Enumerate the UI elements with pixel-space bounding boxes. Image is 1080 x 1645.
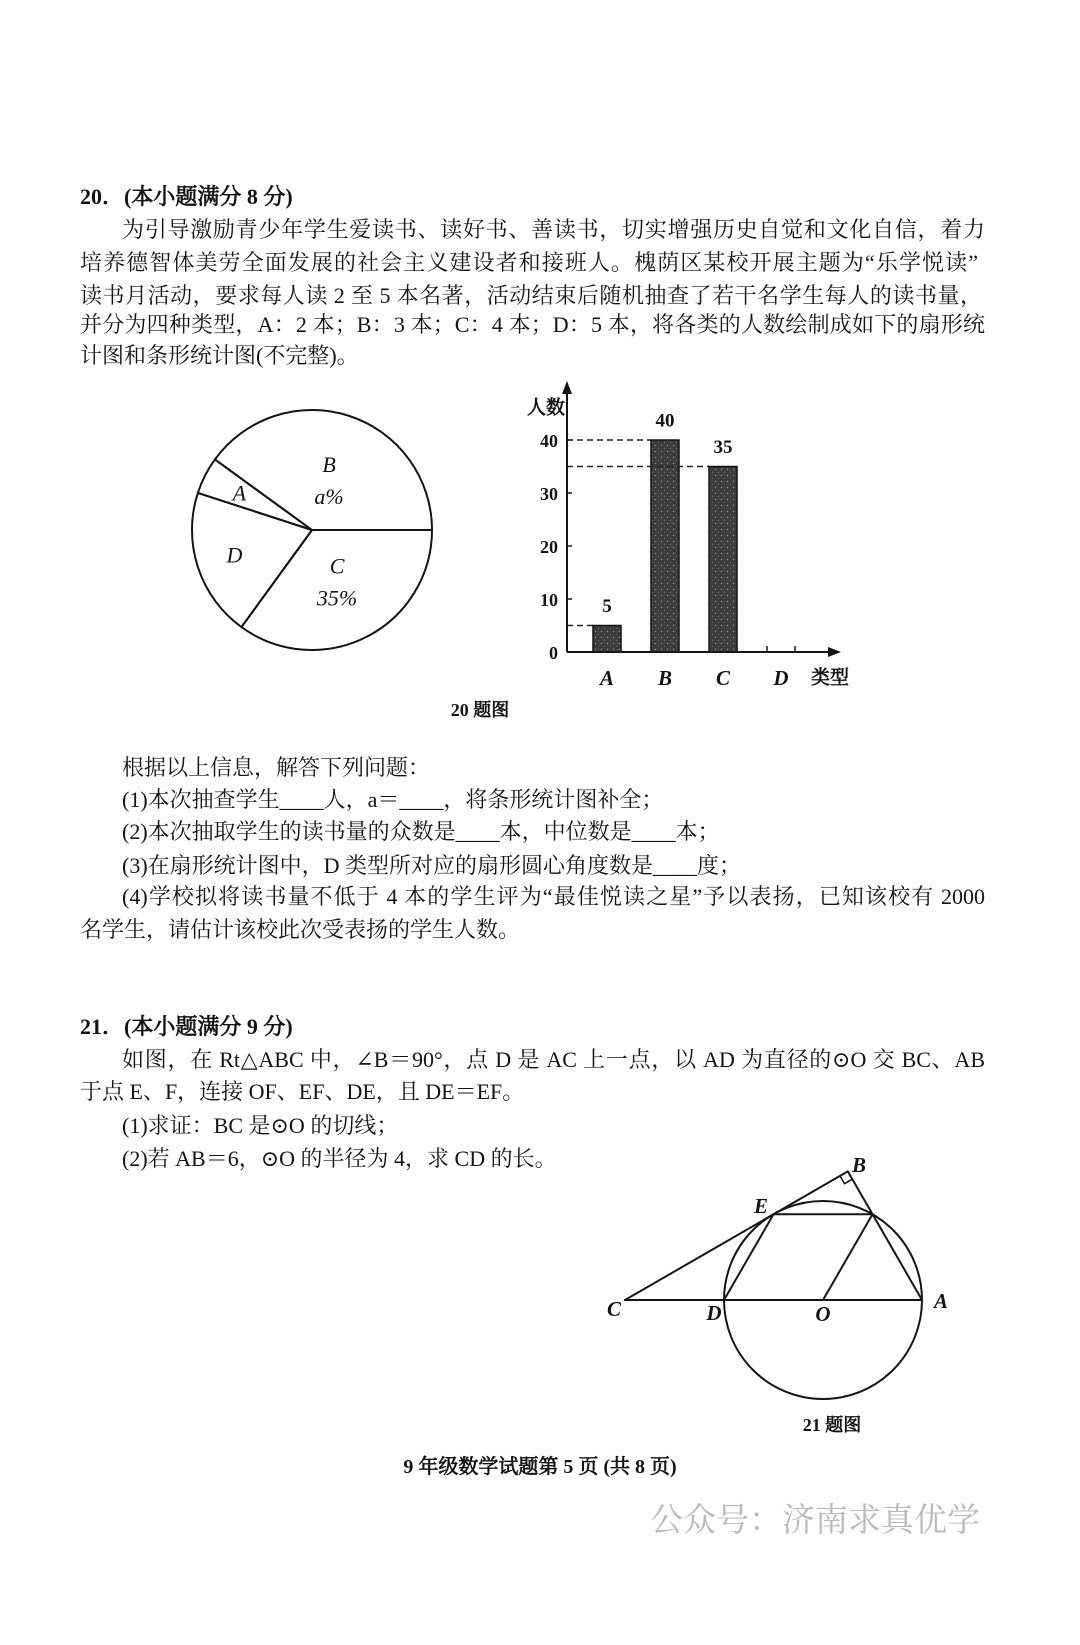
segment-ed <box>724 1214 774 1300</box>
y-tick-label: 30 <box>540 484 558 504</box>
watermark: 公众号：济南求真优学 <box>650 1500 980 1539</box>
question-20-part-1: (1)本次抽查学生____人，a＝____，将条形统计图补全； <box>122 787 664 812</box>
pie-category-label-a: A <box>232 480 247 506</box>
x-axis-arrow <box>828 647 841 657</box>
figure-21-caption: 21 题图 <box>802 1415 862 1435</box>
page-footer: 9 年级数学试题第 5 页 (共 8 页) <box>403 1456 677 1478</box>
category-label-d: D <box>773 666 789 690</box>
category-label-a: A <box>599 666 615 690</box>
point-label-b: B <box>851 1153 867 1177</box>
geometry-figure-21 <box>625 1171 922 1399</box>
point-label-c: C <box>606 1297 622 1321</box>
y-tick-label: 40 <box>540 431 558 451</box>
pie-category-label-b: B <box>322 452 336 478</box>
question-20-stem-line: 读书月活动，要求每人读 2 至 5 本名著，活动结束后随机抽查了若干名学生每人的读书量， <box>80 283 982 308</box>
bar-chart <box>527 381 849 690</box>
segment-of <box>823 1214 873 1300</box>
point-label-o: O <box>815 1302 831 1326</box>
category-label-c: C <box>715 666 731 690</box>
bar-value-label-a: 5 <box>602 596 612 617</box>
question-21-stem-line: 于点 E、F，连接 OF、EF、DE，且 DE＝EF。 <box>80 1079 525 1104</box>
x-axis-title: 类型 <box>810 667 850 689</box>
bar-b <box>651 440 679 652</box>
y-axis-title: 人数 <box>526 397 566 419</box>
question-21-stem-line: 如图，在 Rt△ABC 中，∠B＝90°，点 D 是 AC 上一点，以 AD 为直径的⊙O 交 BC、AB <box>122 1047 985 1072</box>
pie-slice-a <box>198 459 312 530</box>
pie-category-label-c: C <box>329 553 345 579</box>
pie-category-label-d: D <box>226 542 243 568</box>
question-20-part-2: (2)本次抽取学生的读书量的众数是____本，中位数是____本； <box>122 819 720 844</box>
question-20-stem-line: 并分为四种类型，A：2 本；B：3 本；C：4 本；D：5 本，将各类的人数绘制成如下的扇形统 <box>80 312 985 337</box>
pie-chart <box>192 410 432 650</box>
bar-value-label-c: 35 <box>713 437 733 458</box>
question-21-header: 21．(本小题满分 9 分) <box>80 1014 293 1039</box>
segment-ba <box>848 1171 922 1300</box>
pie-percent-label-c: 35% <box>316 585 358 611</box>
question-20-stem-line: 为引导激励青少年学生爱读书、读好书、善读书，切实增强历史自觉和文化自信，着力 <box>122 217 985 242</box>
y-tick-label: 20 <box>540 537 558 557</box>
question-20-header: 20．(本小题满分 8 分) <box>80 184 293 209</box>
bar-value-label-b: 40 <box>655 410 675 432</box>
point-label-e: E <box>753 1194 769 1218</box>
question-20-part-4-continued: 名学生，请估计该校此次受表扬的学生人数。 <box>80 917 521 942</box>
category-label-b: B <box>657 666 673 690</box>
question-21-part-1: (1)求证：BC 是⊙O 的切线； <box>122 1113 399 1138</box>
question-20-stem-line: 培养德智体美劳全面发展的社会主义建设者和接班人。槐荫区某校开展主题为“乐学悦读” <box>80 250 978 275</box>
pie-slice-d <box>192 493 312 627</box>
point-label-a: A <box>933 1289 949 1313</box>
question-21-part-2: (2)若 AB＝6，⊙O 的半径为 4，求 CD 的长。 <box>122 1146 557 1171</box>
question-20-stem-line: 计图和条形统计图(不完整)。 <box>80 343 359 368</box>
y-axis-arrow <box>562 381 572 394</box>
bar-a <box>593 626 621 653</box>
figure-20-caption: 20 题图 <box>450 700 510 720</box>
question-20-part-3: (3)在扇形统计图中，D 类型所对应的扇形圆心角度数是____度； <box>122 853 742 878</box>
bar-c <box>709 467 737 653</box>
question-20-part-4: (4)学校拟将读书量不低于 4 本的学生评为“最佳悦读之星”予以表扬，已知该校有 2000 <box>122 884 985 909</box>
segment-cb <box>625 1171 848 1300</box>
y-tick-label: 10 <box>540 590 558 610</box>
y-tick-label: 0 <box>549 643 558 663</box>
point-label-d: D <box>706 1301 722 1325</box>
pie-percent-label-b: a% <box>314 484 344 510</box>
question-20-prompt: 根据以上信息，解答下列问题： <box>122 755 431 780</box>
